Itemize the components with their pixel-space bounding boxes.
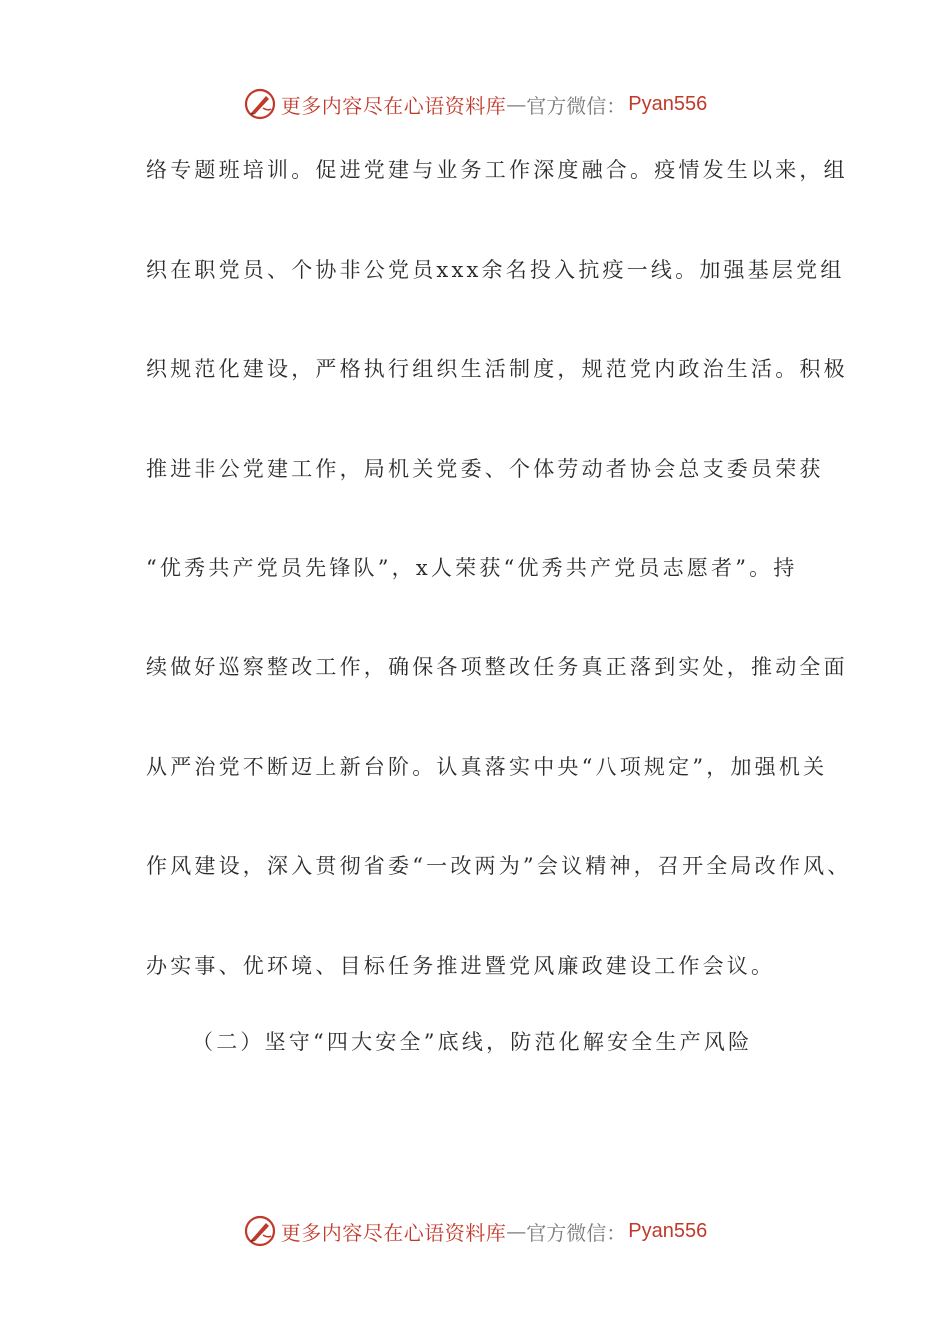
banner-site-text: 更多内容尽在心语资料库 [280,93,507,118]
banner-site-text: 更多内容尽在心语资料库 [280,1220,507,1245]
paragraph-line: 续做好巡察整改工作，确保各项整改任务真正落到实处，推动全面 [146,655,848,679]
banner-dash: — [506,1219,527,1243]
header-banner [0,84,950,124]
paragraph-line: 推进非公党建工作，局机关党委、个体劳动者协会总支委员荣获 [146,457,824,481]
paragraph-line: 织规范化建设，严格执行组织生活制度，规范党内政治生活。积极 [146,357,848,381]
paragraph-line: 织在职党员、个协非公党员xxx余名投入抗疫一线。加强基层党组 [146,258,845,282]
paragraph-line: “优秀共产党员先锋队”，x人荣获“优秀共产党员志愿者”。持 [146,556,798,580]
banner-wechat-id: Pyan556 [628,92,708,115]
banner-wechat-id: Pyan556 [628,1219,708,1242]
section-heading: （二）坚守“四大安全”底线，防范化解安全生产风险 [192,1030,753,1054]
pen-logo-icon [243,1214,277,1248]
banner-wechat-label: 官方微信： [526,1220,627,1245]
banner-wechat-label: 官方微信： [526,93,627,118]
pen-logo-icon [243,87,277,121]
paragraph-line: 作风建设，深入贯彻省委“一改两为”会议精神，召开全局改作风、 [146,854,852,878]
paragraph-line: 络专题班培训。促进党建与业务工作深度融合。疫情发生以来，组 [146,158,848,182]
footer-banner [0,1211,950,1251]
banner-dash: — [506,92,527,116]
paragraph-line: 从严治党不断迈上新台阶。认真落实中央“八项规定”，加强机关 [146,755,828,779]
paragraph-line: 办实事、优环境、目标任务推进暨党风廉政建设工作会议。 [146,954,776,978]
